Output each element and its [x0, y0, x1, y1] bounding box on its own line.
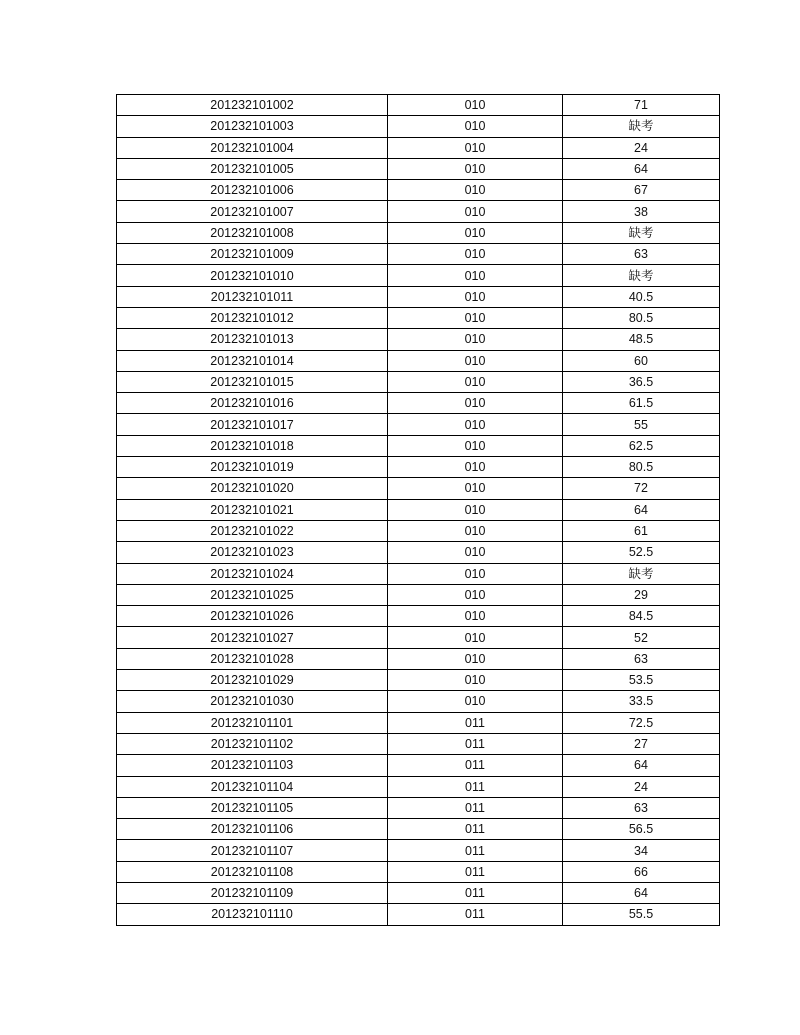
group-code-cell: 010 [388, 627, 563, 648]
score-cell: 55.5 [563, 904, 720, 925]
exam-id-cell: 201232101005 [117, 158, 388, 179]
score-cell: 62.5 [563, 435, 720, 456]
exam-id-cell: 201232101025 [117, 584, 388, 605]
table-row [117, 371, 720, 392]
exam-id-cell: 201232101012 [117, 307, 388, 328]
table-row [117, 606, 720, 627]
score-cell: 缺考 [563, 116, 720, 137]
group-code-cell: 010 [388, 648, 563, 669]
group-code-cell: 011 [388, 861, 563, 882]
table-row [117, 137, 720, 158]
exam-id-cell: 201232101110 [117, 904, 388, 925]
exam-id-cell: 201232101017 [117, 414, 388, 435]
score-cell: 48.5 [563, 329, 720, 350]
group-code-cell: 011 [388, 819, 563, 840]
exam-id-cell: 201232101107 [117, 840, 388, 861]
table-row [117, 222, 720, 243]
score-cell: 27 [563, 733, 720, 754]
exam-id-cell: 201232101103 [117, 755, 388, 776]
group-code-cell: 010 [388, 350, 563, 371]
score-cell: 61 [563, 520, 720, 541]
group-code-cell: 010 [388, 265, 563, 286]
table-row [117, 542, 720, 563]
group-code-cell: 010 [388, 307, 563, 328]
group-code-cell: 010 [388, 371, 563, 392]
score-cell: 71 [563, 95, 720, 116]
score-cell: 64 [563, 158, 720, 179]
score-cell: 80.5 [563, 307, 720, 328]
exam-id-cell: 201232101018 [117, 435, 388, 456]
group-code-cell: 010 [388, 563, 563, 584]
score-cell: 53.5 [563, 670, 720, 691]
exam-id-cell: 201232101010 [117, 265, 388, 286]
group-code-cell: 010 [388, 329, 563, 350]
score-cell: 63 [563, 244, 720, 265]
exam-id-cell: 201232101003 [117, 116, 388, 137]
score-cell: 缺考 [563, 265, 720, 286]
table-row [117, 563, 720, 584]
group-code-cell: 010 [388, 457, 563, 478]
exam-id-cell: 201232101029 [117, 670, 388, 691]
table-row [117, 882, 720, 903]
group-code-cell: 010 [388, 478, 563, 499]
exam-id-cell: 201232101105 [117, 797, 388, 818]
score-table [116, 94, 720, 926]
table-row [117, 414, 720, 435]
group-code-cell: 010 [388, 499, 563, 520]
exam-id-cell: 201232101023 [117, 542, 388, 563]
exam-id-cell: 201232101106 [117, 819, 388, 840]
score-cell: 缺考 [563, 563, 720, 584]
table-row [117, 393, 720, 414]
exam-id-cell: 201232101015 [117, 371, 388, 392]
exam-id-cell: 201232101108 [117, 861, 388, 882]
score-cell: 缺考 [563, 222, 720, 243]
group-code-cell: 010 [388, 520, 563, 541]
table-row [117, 244, 720, 265]
table-row [117, 265, 720, 286]
group-code-cell: 010 [388, 244, 563, 265]
exam-id-cell: 201232101030 [117, 691, 388, 712]
table-row [117, 520, 720, 541]
table-row [117, 670, 720, 691]
group-code-cell: 010 [388, 414, 563, 435]
exam-id-cell: 201232101011 [117, 286, 388, 307]
score-cell: 84.5 [563, 606, 720, 627]
table-row [117, 435, 720, 456]
score-cell: 55 [563, 414, 720, 435]
exam-id-cell: 201232101109 [117, 882, 388, 903]
exam-id-cell: 201232101016 [117, 393, 388, 414]
table-row [117, 712, 720, 733]
table-row [117, 478, 720, 499]
group-code-cell: 010 [388, 393, 563, 414]
exam-id-cell: 201232101019 [117, 457, 388, 478]
score-cell: 40.5 [563, 286, 720, 307]
exam-id-cell: 201232101102 [117, 733, 388, 754]
table-row [117, 691, 720, 712]
group-code-cell: 010 [388, 670, 563, 691]
table-row [117, 819, 720, 840]
score-cell: 80.5 [563, 457, 720, 478]
score-cell: 33.5 [563, 691, 720, 712]
table-row [117, 499, 720, 520]
table-row [117, 861, 720, 882]
exam-id-cell: 201232101101 [117, 712, 388, 733]
exam-id-cell: 201232101009 [117, 244, 388, 265]
score-table-body [117, 95, 720, 926]
group-code-cell: 010 [388, 137, 563, 158]
table-row [117, 904, 720, 925]
table-row [117, 627, 720, 648]
score-cell: 60 [563, 350, 720, 371]
score-cell: 56.5 [563, 819, 720, 840]
exam-id-cell: 201232101002 [117, 95, 388, 116]
score-cell: 67 [563, 180, 720, 201]
score-cell: 64 [563, 882, 720, 903]
score-cell: 72.5 [563, 712, 720, 733]
table-row [117, 350, 720, 371]
exam-id-cell: 201232101014 [117, 350, 388, 371]
score-cell: 52 [563, 627, 720, 648]
group-code-cell: 011 [388, 840, 563, 861]
table-row [117, 307, 720, 328]
exam-id-cell: 201232101008 [117, 222, 388, 243]
table-row [117, 755, 720, 776]
exam-id-cell: 201232101006 [117, 180, 388, 201]
table-row [117, 201, 720, 222]
score-cell: 36.5 [563, 371, 720, 392]
table-row [117, 286, 720, 307]
exam-id-cell: 201232101028 [117, 648, 388, 669]
group-code-cell: 010 [388, 201, 563, 222]
table-row [117, 457, 720, 478]
group-code-cell: 011 [388, 712, 563, 733]
score-cell: 24 [563, 137, 720, 158]
exam-id-cell: 201232101004 [117, 137, 388, 158]
group-code-cell: 010 [388, 222, 563, 243]
table-row [117, 180, 720, 201]
group-code-cell: 010 [388, 286, 563, 307]
exam-id-cell: 201232101024 [117, 563, 388, 584]
score-cell: 38 [563, 201, 720, 222]
group-code-cell: 010 [388, 435, 563, 456]
group-code-cell: 010 [388, 584, 563, 605]
group-code-cell: 011 [388, 904, 563, 925]
score-cell: 34 [563, 840, 720, 861]
group-code-cell: 010 [388, 116, 563, 137]
exam-id-cell: 201232101022 [117, 520, 388, 541]
exam-id-cell: 201232101104 [117, 776, 388, 797]
table-row [117, 116, 720, 137]
group-code-cell: 010 [388, 691, 563, 712]
table-row [117, 648, 720, 669]
group-code-cell: 010 [388, 606, 563, 627]
group-code-cell: 010 [388, 180, 563, 201]
exam-id-cell: 201232101027 [117, 627, 388, 648]
score-cell: 61.5 [563, 393, 720, 414]
group-code-cell: 011 [388, 776, 563, 797]
group-code-cell: 010 [388, 95, 563, 116]
group-code-cell: 011 [388, 882, 563, 903]
score-cell: 63 [563, 648, 720, 669]
score-cell: 63 [563, 797, 720, 818]
table-row [117, 797, 720, 818]
table-row [117, 733, 720, 754]
exam-id-cell: 201232101021 [117, 499, 388, 520]
group-code-cell: 010 [388, 158, 563, 179]
group-code-cell: 011 [388, 797, 563, 818]
score-cell: 29 [563, 584, 720, 605]
score-cell: 64 [563, 499, 720, 520]
score-cell: 24 [563, 776, 720, 797]
exam-id-cell: 201232101013 [117, 329, 388, 350]
table-row [117, 329, 720, 350]
exam-id-cell: 201232101026 [117, 606, 388, 627]
exam-id-cell: 201232101020 [117, 478, 388, 499]
score-cell: 64 [563, 755, 720, 776]
score-cell: 52.5 [563, 542, 720, 563]
group-code-cell: 010 [388, 542, 563, 563]
score-cell: 72 [563, 478, 720, 499]
group-code-cell: 011 [388, 755, 563, 776]
table-row [117, 584, 720, 605]
table-row [117, 776, 720, 797]
table-row [117, 840, 720, 861]
table-row [117, 158, 720, 179]
group-code-cell: 011 [388, 733, 563, 754]
exam-id-cell: 201232101007 [117, 201, 388, 222]
score-cell: 66 [563, 861, 720, 882]
table-row [117, 95, 720, 116]
